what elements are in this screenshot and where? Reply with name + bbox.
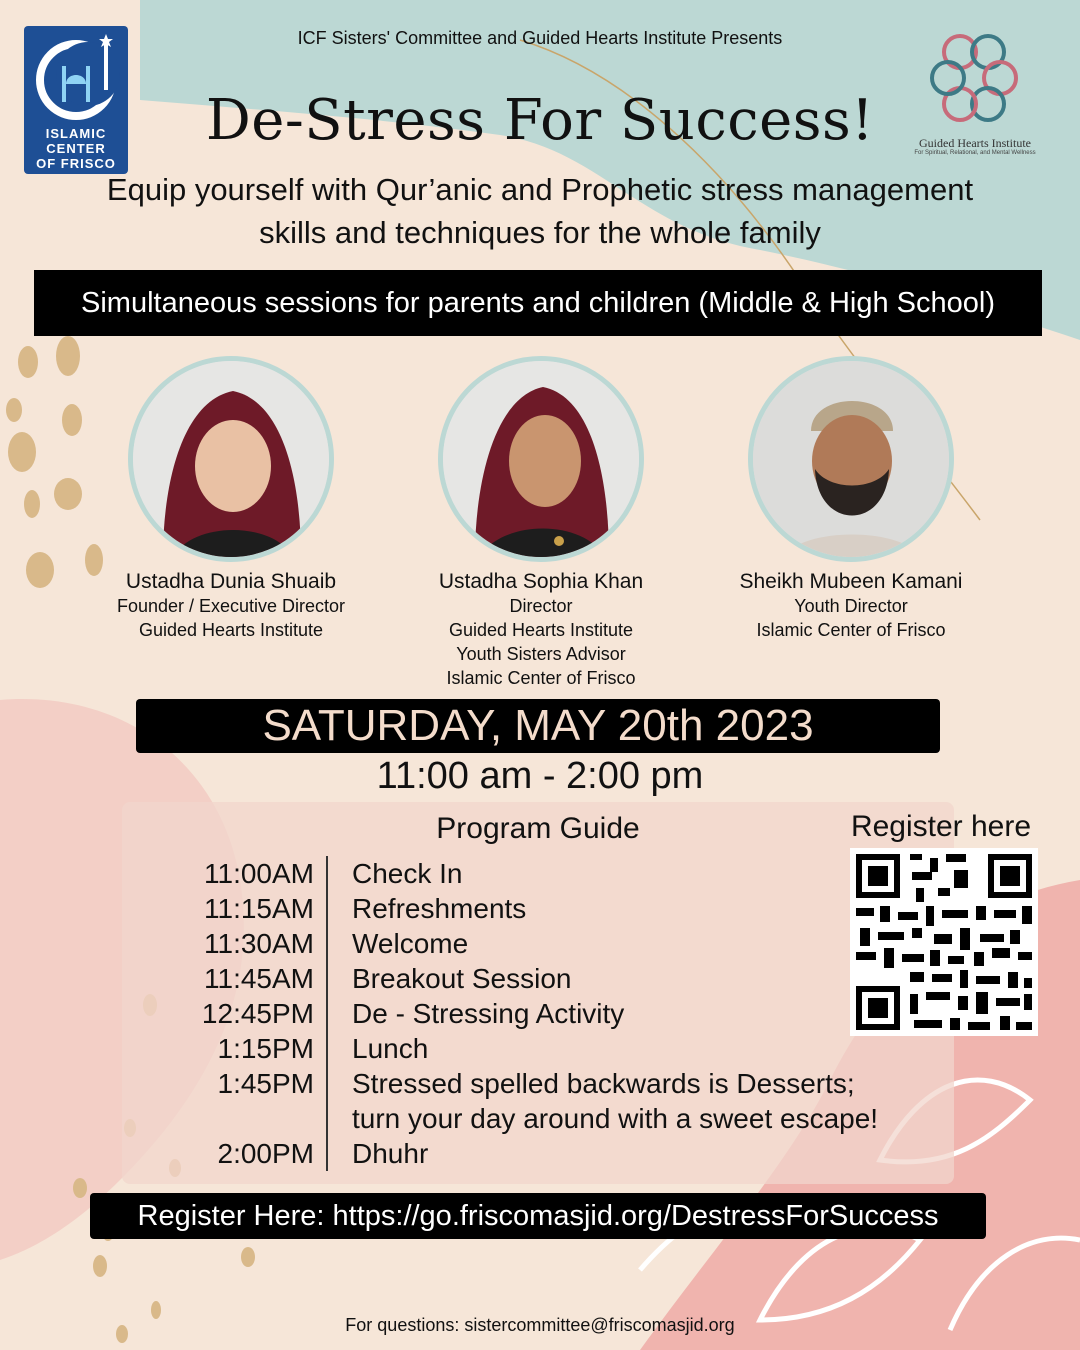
schedule-row — [150, 1031, 910, 1066]
event-date-bar — [136, 699, 940, 753]
speaker-photo — [128, 356, 334, 562]
icf-logo-line3: OF FRISCO — [36, 156, 116, 171]
speaker-org: Islamic Center of Frisco — [756, 620, 946, 640]
speaker-org: Guided Hearts Institute — [138, 620, 324, 640]
schedule-activity: turn your day around with a sweet escape! — [352, 1103, 879, 1134]
schedule-time: 1:15PM — [150, 1031, 328, 1066]
schedule-row — [150, 996, 910, 1031]
person-hijab-icon — [443, 361, 639, 557]
speaker-card — [686, 356, 1016, 642]
schedule-activity: Lunch — [352, 1033, 429, 1064]
sessions-banner-text: Simultaneous sessions for parents and children (Middle & High School) — [81, 286, 995, 319]
ghi-logo-name: Guided Hearts Institute — [919, 136, 1031, 150]
event-date: SATURDAY, MAY 20th 2023 — [262, 701, 814, 750]
schedule-row — [150, 891, 910, 926]
sessions-banner — [34, 270, 1042, 336]
register-label: Register here — [850, 810, 1032, 843]
speaker-role: Director — [509, 596, 573, 616]
schedule-row — [150, 1066, 910, 1101]
schedule-time: 11:15AM — [150, 891, 328, 926]
ghi-logo-tagline: For Spiritual, Relational, and Mental Wellness — [914, 150, 1036, 156]
speaker-photo — [748, 356, 954, 562]
register-qr-code[interactable] — [850, 848, 1038, 1036]
speaker-photo — [438, 356, 644, 562]
subtitle: Equip yourself with Qur’anic and Prophetic stress management skills and techniques for the whole family — [106, 172, 974, 250]
schedule-time: 11:45AM — [150, 961, 328, 996]
schedule-activity: Stressed spelled backwards is Desserts; — [352, 1068, 855, 1099]
register-link-bar[interactable] — [90, 1193, 986, 1239]
schedule-time: 2:00PM — [150, 1136, 328, 1171]
schedule-row — [150, 856, 910, 891]
event-time: 11:00 am - 2:00 pm — [376, 755, 704, 797]
speaker-role: Youth Sisters Advisor — [456, 644, 626, 664]
schedule-activity: Welcome — [352, 928, 469, 959]
speaker-org: Guided Hearts Institute — [448, 620, 634, 640]
schedule-activity: De - Stressing Activity — [352, 998, 625, 1029]
person-beard-icon — [753, 361, 949, 557]
speaker-name: Ustadha Dunia Shuaib — [125, 570, 337, 593]
schedule-row — [150, 1136, 910, 1171]
schedule-time: 11:00AM — [150, 856, 328, 891]
schedule-activity: Dhuhr — [352, 1138, 429, 1169]
schedule-activity: Refreshments — [352, 893, 527, 924]
schedule-row — [150, 926, 910, 961]
schedule-time: 12:45PM — [150, 996, 328, 1031]
register-link[interactable]: Register Here: https://go.friscomasjid.org/DestressForSuccess — [137, 1199, 939, 1232]
schedule-time: 11:30AM — [150, 926, 328, 961]
speaker-name: Sheikh Mubeen Kamani — [739, 570, 963, 593]
speaker-role: Youth Director — [794, 596, 908, 616]
speaker-card — [66, 356, 396, 642]
schedule-row — [150, 1101, 910, 1136]
qr-code-icon — [850, 848, 1038, 1036]
person-hijab-icon — [133, 361, 329, 557]
program-guide-title: Program Guide — [436, 812, 640, 845]
schedule-time: 1:45PM — [150, 1066, 328, 1101]
schedule-activity: Check In — [352, 858, 463, 889]
presenter-line: ICF Sisters' Committee and Guided Hearts Institute Presents — [297, 28, 783, 48]
schedule-time — [150, 1101, 328, 1136]
schedule-row — [150, 961, 910, 996]
speaker-org: Islamic Center of Frisco — [446, 668, 636, 688]
schedule-activity: Breakout Session — [352, 963, 572, 994]
speaker-card — [376, 356, 706, 690]
icf-logo-line1: ISLAMIC — [45, 126, 107, 141]
program-schedule — [150, 856, 910, 1171]
icf-logo-line2: CENTER — [46, 141, 106, 156]
speaker-role: Founder / Executive Director — [116, 596, 346, 616]
page-title: De-Stress For Success! — [205, 88, 875, 153]
questions-contact: For questions: sistercommittee@friscomasjid.org — [345, 1315, 735, 1335]
speaker-name: Ustadha Sophia Khan — [438, 570, 644, 593]
